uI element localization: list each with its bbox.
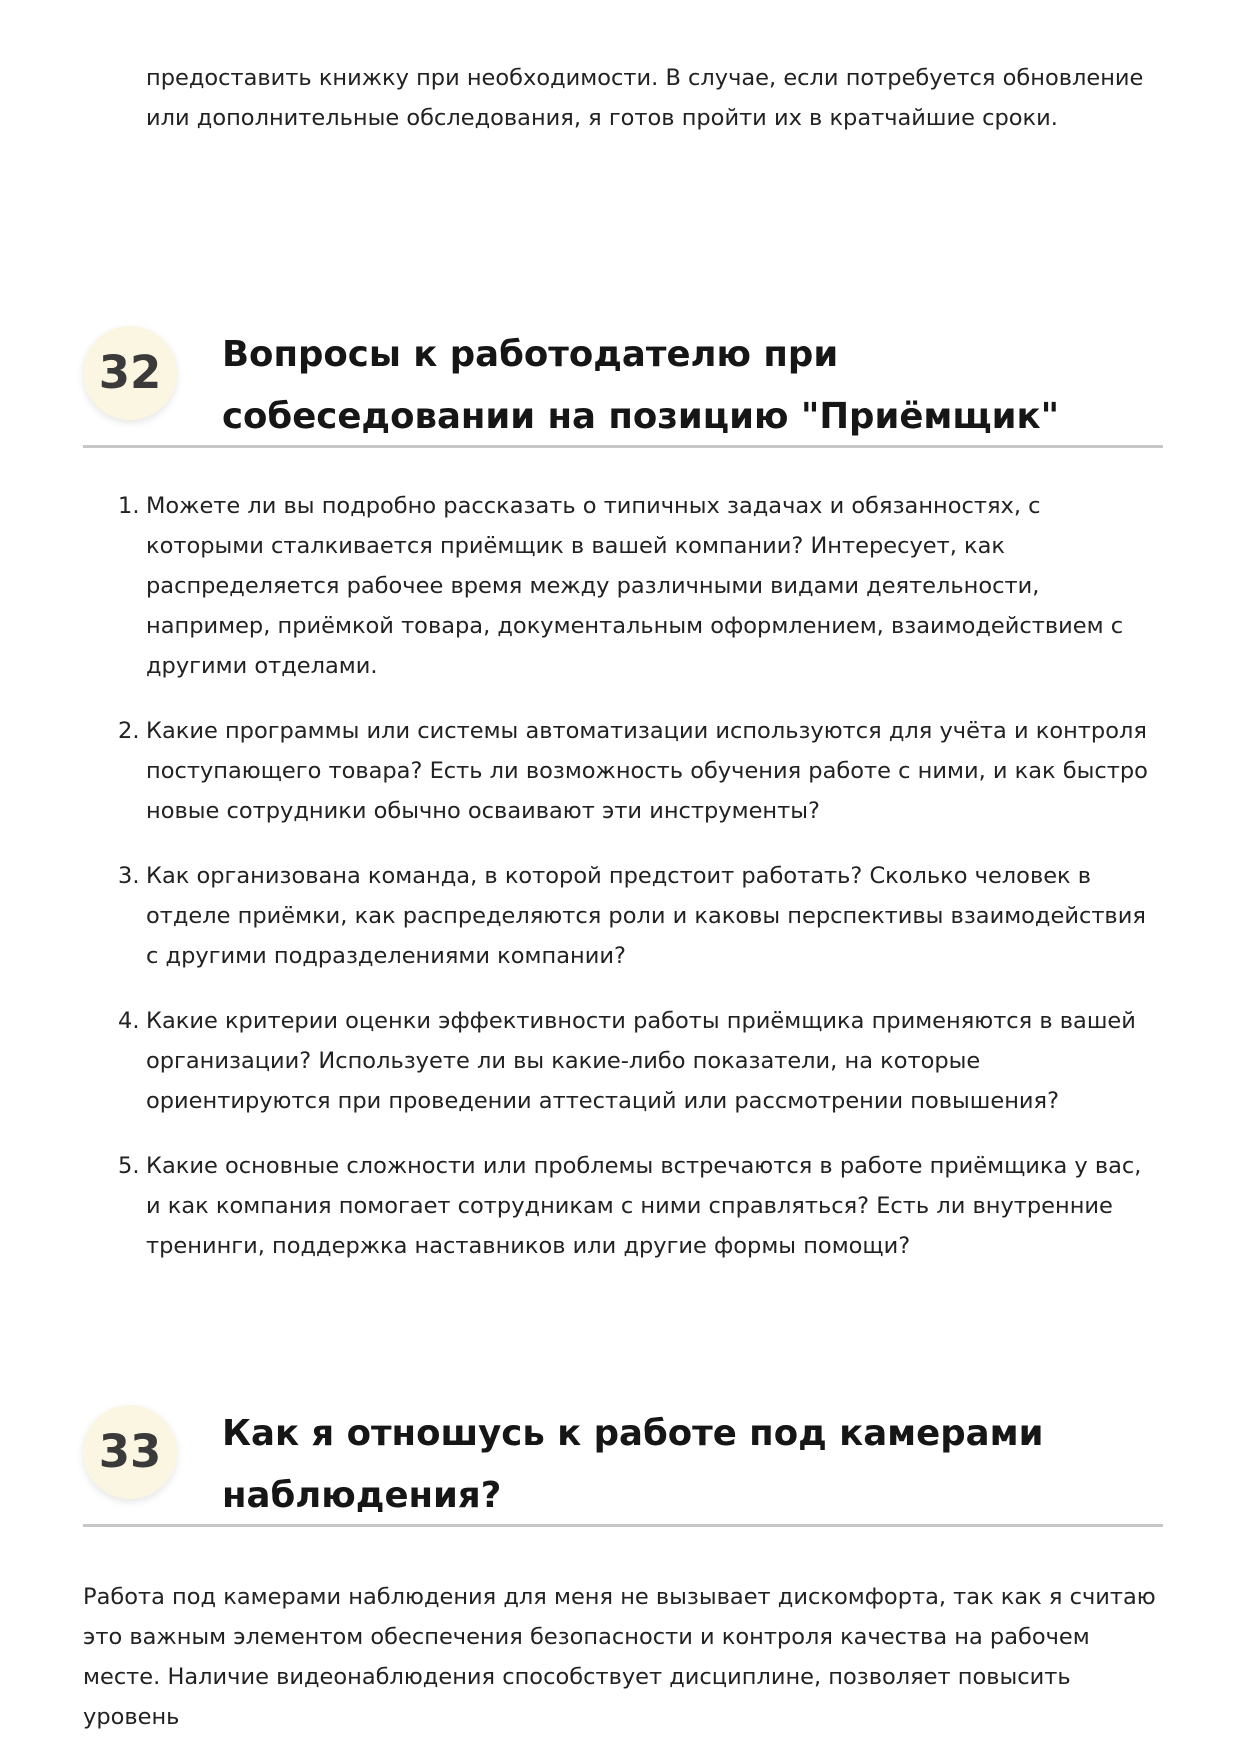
list-item-number: 3.: [118, 863, 140, 889]
list-item-text: Какие критерии оценки эффективности работы приёмщика применяются в вашей организации? Используете ли вы какие-либо показатели, на которые ориентируются при проведении аттестаций или рассмотрении повышения?: [146, 1008, 1136, 1114]
intro-paragraph: предоставить книжку при необходимости. В случае, если потребуется обновление или дополнительные обследования, я готов пройти их в кратчайшие сроки.: [146, 65, 1144, 131]
list-item-number: 2.: [118, 718, 140, 744]
list-item-text: Как организована команда, в которой предстоит работать? Сколько человек в отделе приёмки, как распределяются роли и каковы перспективы взаимодействия с другими подразделениями компании?: [146, 863, 1146, 969]
section-number-badge: 32: [83, 326, 177, 420]
list-item-number: 5.: [118, 1153, 140, 1179]
list-item: [112, 856, 1162, 976]
list-item-text: Можете ли вы подробно рассказать о типичных задачах и обязанностях, с которыми сталкивается приёмщик в вашей компании? Интересует, как распределяется рабочее время между различными видами деятельности, например, приёмкой товара, документальным оформлением, взаимодействием с другими отделами.: [146, 493, 1124, 679]
list-item: [112, 711, 1162, 831]
list-item-text: Какие программы или системы автоматизации используются для учёта и контроля поступающего товара? Есть ли возможность обучения работе с ними, и как быстро новые сотрудники обычно осваивают эти инструменты?: [146, 718, 1148, 824]
list-item: [112, 1001, 1162, 1121]
questions-list: [112, 486, 1162, 1291]
section-32-header: [83, 326, 1163, 448]
section-33-paragraph: Работа под камерами наблюдения для меня не вызывает дискомфорта, так как я считаю это важным элементом обеспечения безопасности и контроля качества на рабочем месте. Наличие видеонаблюдения способствует дисциплине, позволяет повысить уровень: [83, 1584, 1156, 1730]
section-title: Вопросы к работодателю при собеседовании на позицию "Приёмщик": [222, 334, 1060, 437]
section-title: Как я отношусь к работе под камерами наблюдения?: [222, 1413, 1044, 1516]
section-number-badge: 33: [83, 1405, 177, 1499]
list-item-text: Какие основные сложности или проблемы встречаются в работе приёмщика у вас, и как компания помогает сотрудникам с ними справляться? Есть ли внутренние тренинги, поддержка наставников или другие формы помощи?: [146, 1153, 1142, 1259]
list-item-number: 1.: [118, 493, 140, 519]
list-item-number: 4.: [118, 1008, 140, 1034]
list-item: [112, 1146, 1162, 1266]
list-item: [112, 486, 1162, 686]
section-33-header: [83, 1405, 1163, 1527]
